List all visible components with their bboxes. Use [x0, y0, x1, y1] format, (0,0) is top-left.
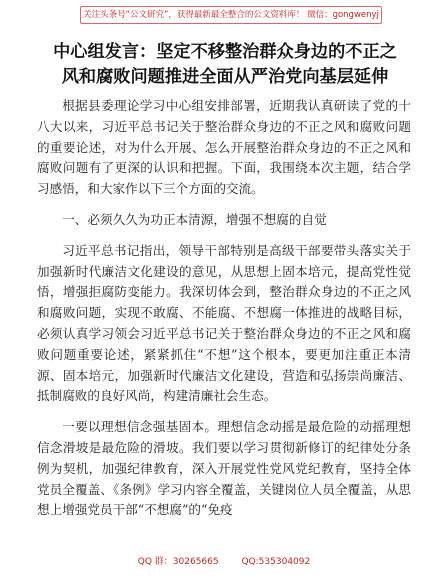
document-body: [37, 96, 411, 521]
title-line-1: 中心组发言：坚定不移整治群众身边的不正之: [53, 42, 397, 62]
footer-contact: [0, 554, 448, 570]
page-title: [30, 40, 420, 90]
qq-group-text: QQ 群：30265665: [137, 557, 219, 567]
title-line-2: 风和腐败问题推进全面从严治党向基层延伸: [61, 67, 389, 87]
section-heading: 一、必须久久为功正本清源，增强不想腐的自觉: [62, 211, 327, 227]
body-paragraph: 一要以理想信念强基固本。理想信念动摇是最危险的动摇理想信念滑坡是最危险的滑坡。我们要以学习贯彻新修订的纪律处分条例为契机，加强纪律教育，深入开展党性党风党纪教育，坚持全体党员全覆盖、《条例》学习内容全覆盖，关键岗位人员全覆盖，从思想上增强党员干部“不想腐”的“免疫: [37, 419, 411, 518]
qq-text: QQ:535304092: [241, 557, 311, 567]
intro-paragraph: 根据县委理论学习中心组安排部署，近期我认真研读了党的十八大以来，习近平总书记关于整治群众身边的不正之风和腐败问题的重要论述，对为什么开展、怎么开展整治群众身边的不正之风和腐败问题有了更深的认识和把握。下面，我围绕本次主题，结合学习感悟，和大家作以下三个方面的交流。: [37, 98, 411, 197]
body-paragraph: 习近平总书记指出，领导干部特别是高级干部要带头落实关于加强新时代廉洁文化建设的意见，从思想上固本培元，提高党性觉悟，增强拒腐防变能力。我深切体会到，整治群众身边的不正之风和腐败问题，实现不敢腐、不能腐、不想腐一体推进的战略目标，必须认真学习领会习近平总书记关于整治群众身边的不正之风和腐败问题重要论述，紧紧抓住“不想”这个根本，要更加注重正本清源、固本培元，加强新时代廉洁文化建设，营造和弘扬崇尚廉洁、抵制腐败的良好风尚，构建清廉社会生态。: [37, 242, 411, 404]
top-banner: 关注头条号“公文研究”，获得最新最全整合的公文资料库！ 微信：gongwenyj: [80, 6, 382, 24]
